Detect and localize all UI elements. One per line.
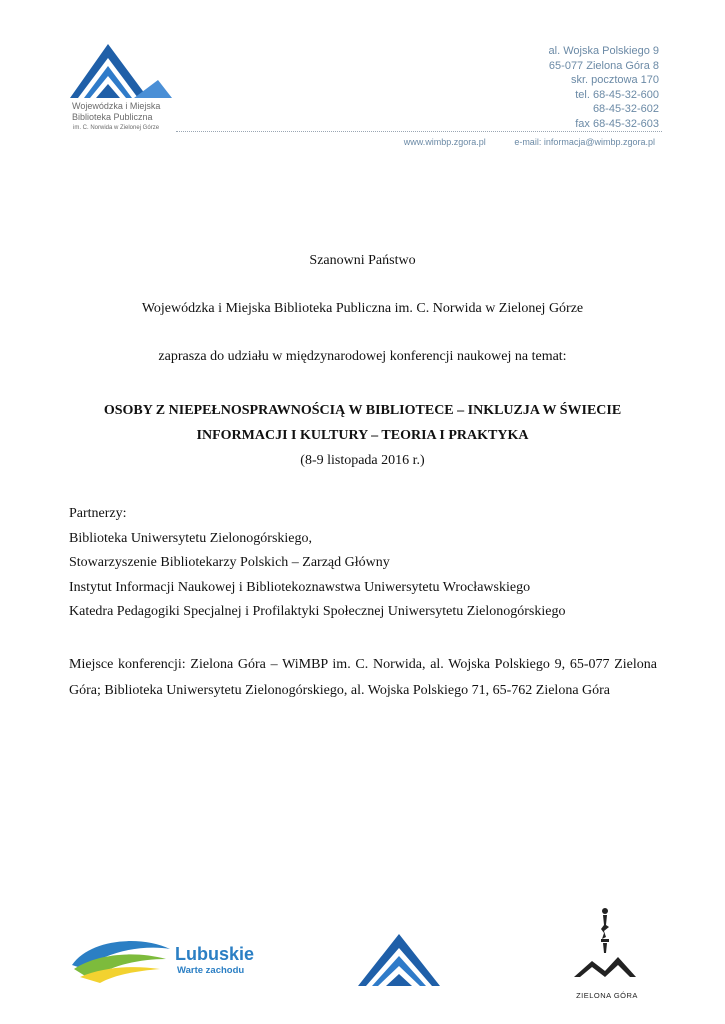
contact-phone: tel. 68-45-32-600 [575, 88, 659, 101]
bacchus-hill-icon [572, 905, 638, 985]
lubuskie-wave-icon [70, 935, 174, 985]
partners-section [69, 502, 566, 625]
footer-library-logo [356, 932, 442, 990]
logo-text-line2: Biblioteka Publiczna [72, 112, 153, 122]
partner-item: Katedra Pedagogiki Specjalnej i Profilaktyki Społecznej Uniwersytetu Zielonogórskiego [69, 604, 566, 619]
web-contact-line [404, 137, 655, 147]
contact-phone-2: 68-45-32-602 [592, 103, 659, 115]
partners-heading: Partnerzy: [69, 506, 127, 521]
greeting: Szanowni Państwo [309, 253, 416, 268]
partner-item: Stowarzyszenie Bibliotekarzy Polskich – Zarząd Główny [69, 555, 390, 570]
venue-paragraph: Miejsce konferencji: Zielona Góra – WiMBP im. C. Norwida, al. Wojska Polskiego 9, 65-077 Zielona Góra; Biblioteka Uniwersytetu Zielonogórskiego, al. Wojska Polskiego 71, 65-762 Zielona Góra [69, 657, 657, 698]
logo-text-line3: im. C. Norwida w Zielonej Górze [73, 125, 160, 131]
conference-dates: (8-9 listopada 2016 r.) [300, 453, 425, 468]
contact-postcode: 65-077 Zielona Góra 8 [548, 59, 659, 72]
contact-address: al. Wojska Polskiego 9 [548, 45, 659, 57]
zielona-gora-logo [572, 905, 638, 985]
institution-name: Wojewódzka i Miejska Biblioteka Publiczna im. C. Norwida w Zielonej Górze [141, 301, 584, 316]
logo-text-line1: Wojewódzka i Miejska [72, 101, 161, 111]
zielona-gora-name: ZIELONA GÓRA [576, 991, 638, 1000]
lubuskie-tagline: Warte zachodu [177, 965, 245, 976]
library-roof-icon [356, 932, 442, 990]
lubuskie-logo [70, 935, 174, 985]
header-divider [176, 131, 662, 132]
lubuskie-name: Lubuskie [175, 944, 255, 964]
invitation-text: zaprasza do udziału w międzynarodowej konferencji naukowej na temat: [158, 349, 567, 364]
partner-item: Biblioteka Uniwersytetu Zielonogórskiego, [69, 530, 313, 546]
website-link[interactable]: www.wimbp.zgora.pl [403, 137, 486, 147]
email-link[interactable]: e-mail: informacja@wimbp.zgora.pl [514, 137, 655, 147]
contact-pobox: skr. pocztowa 170 [570, 74, 659, 86]
library-roof-icon [62, 40, 182, 102]
partner-item: Instytut Informacji Naukowej i Bibliotekoznawstwa Uniwersytetu Wrocławskiego [69, 579, 531, 595]
conference-title-line1: OSOBY Z NIEPEŁNOSPRAWNOŚCIĄ W BIBLIOTECE – INKLUZJA W ŚWIECIE [103, 403, 622, 418]
contact-block [549, 44, 659, 131]
conference-title-line2: INFORMACJI I KULTURY – TEORIA I PRAKTYKA [196, 428, 529, 443]
contact-fax: fax 68-45-32-603 [575, 117, 659, 130]
